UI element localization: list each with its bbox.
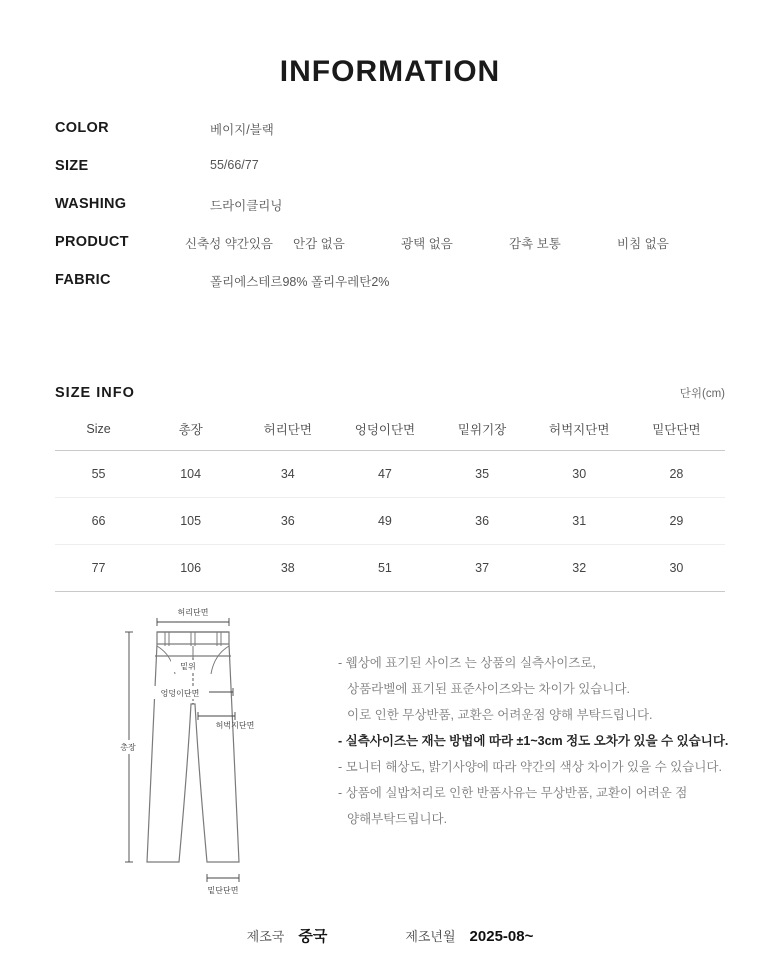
cell-size-55-hip: 47 [336,451,433,498]
info-label-washing: WASHING [55,196,127,212]
diagram-label-waist: 허리단면 [177,608,209,617]
info-values-fabric [210,272,725,290]
info-value-product-0: 신축성 약간있음 [185,237,273,251]
column-header-thigh: 허벅지단면 [531,412,628,451]
info-row-fabric [55,272,725,310]
footer [0,925,780,946]
table-row [55,451,725,498]
manufacture-date-label: 제조년월 [405,929,456,944]
note-line-emphasis: - 실측사이즈는 재는 방법에 따라 ±1~3cm 정도 오차가 있을 수 있습니다. [338,734,729,748]
info-value-product-1: 안감 없음 [293,237,345,251]
note-line: - 모니터 해상도, 밝기사양에 따라 약간의 색상 차이가 있을 수 있습니다. [338,760,722,774]
cell-size-66-rise: 36 [434,498,531,545]
notes-list [338,650,738,832]
diagram-label-total-length: 총장 [120,743,136,752]
cell-size-66-hem: 29 [628,498,725,545]
table-header-row [55,412,725,451]
column-header-total-length: 총장 [142,412,239,451]
info-row-washing [55,196,725,234]
note-line: 이로 인한 무상반품, 교환은 어려운점 양해 부탁드립니다. [347,708,653,722]
info-values-washing [210,196,725,214]
info-value-fabric-0: 폴리에스테르98% 폴리우레탄2% [210,275,390,289]
note-line: 양해부탁드립니다. [347,812,448,826]
cell-size-55-total-length: 104 [142,451,239,498]
cell-size-77-hem: 30 [628,545,725,592]
info-values-color [210,120,725,138]
origin-value: 중국 [298,928,328,945]
manufacture-date-value: 2025-08~ [469,928,534,945]
cell-size-77-total-length: 106 [142,545,239,592]
info-label-fabric: FABRIC [55,272,111,288]
cell-size-66-waist: 36 [239,498,336,545]
size-info-unit: 단위(cm) [679,388,725,400]
cell-size-77-waist: 38 [239,545,336,592]
info-values-size [210,158,725,172]
cell-size-55-waist: 34 [239,451,336,498]
info-value-product-2: 광택 없음 [401,237,453,251]
diagram-label-thigh: 허벅지단면 [215,721,255,730]
cell-size-66-total-length: 105 [142,498,239,545]
cell-size-66-hip: 49 [336,498,433,545]
info-value-product-4: 비침 없음 [617,237,669,251]
cell-size-66-thigh: 31 [531,498,628,545]
info-label-size: SIZE [55,158,89,174]
info-row-color [55,120,725,158]
cell-size-55-size: 55 [55,451,142,498]
info-label-product: PRODUCT [55,234,129,250]
information-table [55,120,725,310]
info-value-size-0: 55/66/77 [210,158,259,172]
table-row [55,498,725,545]
info-value-product-3: 감촉 보통 [509,237,561,251]
cell-size-77-hip: 51 [336,545,433,592]
info-value-washing-0: 드라이클리닝 [210,199,283,213]
diagram-label-hip: 엉덩이단면 [160,689,200,698]
info-row-product [55,234,725,272]
info-values-product [185,234,725,252]
column-header-size: Size [55,412,142,451]
column-header-hem: 밑단단면 [628,412,725,451]
info-label-color: COLOR [55,120,109,136]
cell-size-55-rise: 35 [434,451,531,498]
cell-size-55-thigh: 30 [531,451,628,498]
cell-size-55-hem: 28 [628,451,725,498]
column-header-rise: 밑위기장 [434,412,531,451]
size-info-header [55,385,725,401]
diagram-label-hem: 밑단단면 [207,886,239,895]
note-line: - 웹상에 표기된 사이즈 는 상품의 실측사이즈로, [338,656,596,670]
origin-label: 제조국 [246,929,285,944]
info-value-color-0: 베이지/블랙 [210,123,274,137]
column-header-hip: 엉덩이단면 [336,412,433,451]
pants-measurement-diagram [95,600,325,905]
cell-size-77-rise: 37 [434,545,531,592]
size-info-title: SIZE INFO [55,385,135,401]
cell-size-77-size: 77 [55,545,142,592]
page-title: INFORMATION [279,55,501,88]
table-row [55,545,725,592]
diagram-label-rise: 밑위 [180,662,196,671]
note-line: 상품라벨에 표기된 표준사이즈와는 차이가 있습니다. [347,682,631,696]
size-table [55,412,725,592]
cell-size-77-thigh: 32 [531,545,628,592]
note-line: - 상품에 실밥처리로 인한 반품사유는 무상반품, 교환이 어려운 점 [338,786,688,800]
cell-size-66-size: 66 [55,498,142,545]
info-row-size [55,158,725,196]
column-header-waist: 허리단면 [239,412,336,451]
